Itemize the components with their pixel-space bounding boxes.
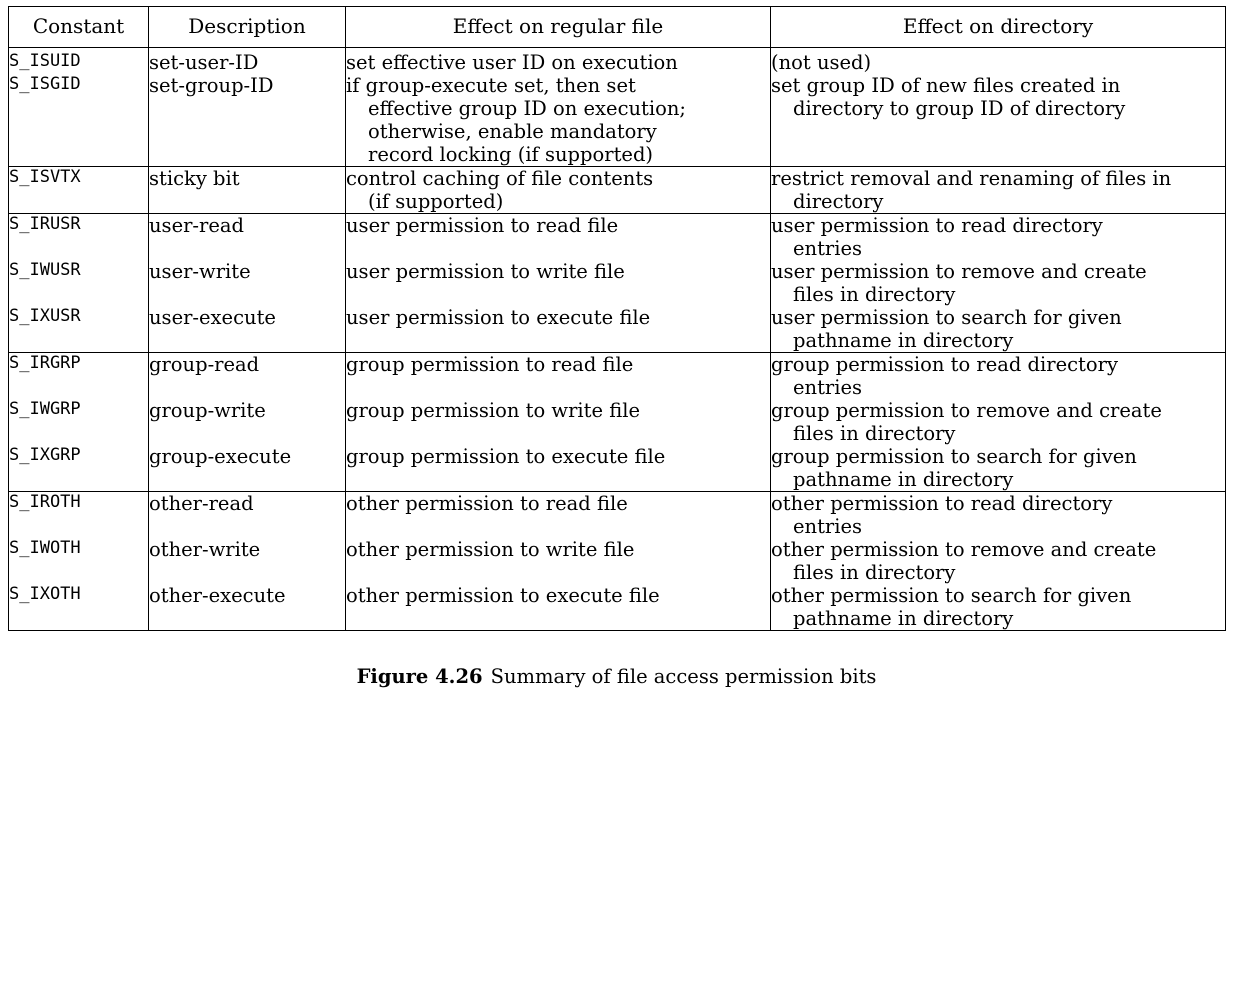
figure-caption bbox=[8, 665, 1225, 688]
text-line: (not used) bbox=[771, 51, 872, 74]
cell-description: other-read bbox=[149, 492, 346, 539]
text-line: pathname in directory bbox=[793, 329, 1014, 352]
cell-effect-directory bbox=[771, 399, 1226, 445]
text-line: entries bbox=[793, 515, 863, 538]
cell-description: sticky bit bbox=[149, 167, 346, 214]
cell-constant: S_ISGID bbox=[9, 74, 149, 167]
figure-caption-text: Summary of file access permission bits bbox=[490, 665, 877, 688]
text-line: entries bbox=[793, 376, 863, 399]
cell-description: set-group-ID bbox=[149, 74, 346, 167]
cell-effect-file bbox=[346, 260, 771, 306]
text-line: other permission to read file bbox=[346, 492, 628, 515]
cell-effect-file bbox=[346, 399, 771, 445]
cell-constant: S_IRGRP bbox=[9, 353, 149, 400]
cell-effect-directory bbox=[771, 445, 1226, 492]
column-header-description: Description bbox=[149, 7, 346, 48]
text-line: entries bbox=[793, 237, 863, 260]
cell-description: group-execute bbox=[149, 445, 346, 492]
cell-constant: S_IRUSR bbox=[9, 214, 149, 261]
text-line: effective group ID on execution; bbox=[368, 97, 686, 120]
cell-effect-directory bbox=[771, 51, 1226, 74]
cell-effect-directory bbox=[771, 306, 1226, 353]
table-row bbox=[9, 214, 1226, 261]
text-line: other permission to search for given bbox=[771, 584, 1132, 607]
cell-constant: S_IWUSR bbox=[9, 260, 149, 306]
cell-description: user-read bbox=[149, 214, 346, 261]
column-header-constant: Constant bbox=[9, 7, 149, 48]
cell-effect-directory bbox=[771, 538, 1226, 584]
text-line: set effective user ID on execution bbox=[346, 51, 678, 74]
text-line: other permission to read directory bbox=[771, 492, 1113, 515]
text-line: pathname in directory bbox=[793, 607, 1014, 630]
text-line: control caching of file contents bbox=[346, 167, 654, 190]
table-row bbox=[9, 399, 1226, 445]
cell-effect-directory bbox=[771, 584, 1226, 631]
text-line: group permission to search for given bbox=[771, 445, 1137, 468]
cell-effect-directory bbox=[771, 353, 1226, 400]
table-row bbox=[9, 538, 1226, 584]
cell-description: user-write bbox=[149, 260, 346, 306]
cell-effect-file bbox=[346, 74, 771, 167]
cell-effect-directory bbox=[771, 167, 1226, 214]
figure-number: Figure 4.26 bbox=[356, 665, 483, 688]
text-line: pathname in directory bbox=[793, 468, 1014, 491]
text-line: (if supported) bbox=[368, 190, 504, 213]
text-line: group permission to read directory bbox=[771, 353, 1118, 376]
cell-effect-directory bbox=[771, 74, 1226, 167]
table-row bbox=[9, 167, 1226, 214]
cell-constant: S_IXUSR bbox=[9, 306, 149, 353]
cell-effect-file bbox=[346, 214, 771, 261]
cell-effect-file bbox=[346, 492, 771, 539]
text-line: files in directory bbox=[793, 561, 956, 584]
cell-description: set-user-ID bbox=[149, 51, 346, 74]
cell-constant: S_IWOTH bbox=[9, 538, 149, 584]
column-header-effect-directory: Effect on directory bbox=[771, 7, 1226, 48]
file-permission-table bbox=[8, 6, 1226, 631]
cell-effect-directory bbox=[771, 260, 1226, 306]
cell-description: other-write bbox=[149, 538, 346, 584]
text-line: group permission to execute file bbox=[346, 445, 666, 468]
text-line: user permission to search for given bbox=[771, 306, 1122, 329]
text-line: if group-execute set, then set bbox=[346, 74, 636, 97]
cell-constant: S_ISVTX bbox=[9, 167, 149, 214]
table-row bbox=[9, 306, 1226, 353]
table-body bbox=[9, 51, 1226, 631]
text-line: group permission to write file bbox=[346, 399, 640, 422]
cell-effect-file bbox=[346, 353, 771, 400]
cell-constant: S_ISUID bbox=[9, 51, 149, 74]
cell-effect-file bbox=[346, 445, 771, 492]
table-row bbox=[9, 51, 1226, 74]
table-header bbox=[9, 7, 1226, 52]
text-line: restrict removal and renaming of files in bbox=[771, 167, 1172, 190]
cell-effect-directory bbox=[771, 492, 1226, 539]
text-line: record locking (if supported) bbox=[368, 143, 654, 166]
text-line: user permission to execute file bbox=[346, 306, 651, 329]
cell-effect-file bbox=[346, 538, 771, 584]
text-line: user permission to write file bbox=[346, 260, 625, 283]
text-line: user permission to read directory bbox=[771, 214, 1103, 237]
text-line: directory to group ID of directory bbox=[793, 97, 1126, 120]
column-header-effect-regular-file: Effect on regular file bbox=[346, 7, 771, 48]
text-line: otherwise, enable mandatory bbox=[368, 120, 657, 143]
text-line: directory bbox=[793, 190, 884, 213]
text-line: other permission to write file bbox=[346, 538, 635, 561]
table-row bbox=[9, 584, 1226, 631]
text-line: files in directory bbox=[793, 422, 956, 445]
cell-description: other-execute bbox=[149, 584, 346, 631]
table-row bbox=[9, 445, 1226, 492]
cell-effect-file bbox=[346, 167, 771, 214]
cell-effect-file bbox=[346, 51, 771, 74]
text-line: set group ID of new files created in bbox=[771, 74, 1121, 97]
text-line: group permission to read file bbox=[346, 353, 634, 376]
table-row bbox=[9, 260, 1226, 306]
cell-description: group-read bbox=[149, 353, 346, 400]
cell-effect-file bbox=[346, 306, 771, 353]
text-line: other permission to execute file bbox=[346, 584, 660, 607]
text-line: files in directory bbox=[793, 283, 956, 306]
cell-constant: S_IXOTH bbox=[9, 584, 149, 631]
text-line: user permission to remove and create bbox=[771, 260, 1147, 283]
cell-effect-directory bbox=[771, 214, 1226, 261]
cell-description: user-execute bbox=[149, 306, 346, 353]
text-line: other permission to remove and create bbox=[771, 538, 1157, 561]
table-row bbox=[9, 353, 1226, 400]
text-line: user permission to read file bbox=[346, 214, 619, 237]
table-header-row bbox=[9, 7, 1226, 48]
table-row bbox=[9, 74, 1226, 167]
text-line: group permission to remove and create bbox=[771, 399, 1162, 422]
cell-description: group-write bbox=[149, 399, 346, 445]
cell-effect-file bbox=[346, 584, 771, 631]
cell-constant: S_IROTH bbox=[9, 492, 149, 539]
table-row bbox=[9, 492, 1226, 539]
cell-constant: S_IWGRP bbox=[9, 399, 149, 445]
cell-constant: S_IXGRP bbox=[9, 445, 149, 492]
